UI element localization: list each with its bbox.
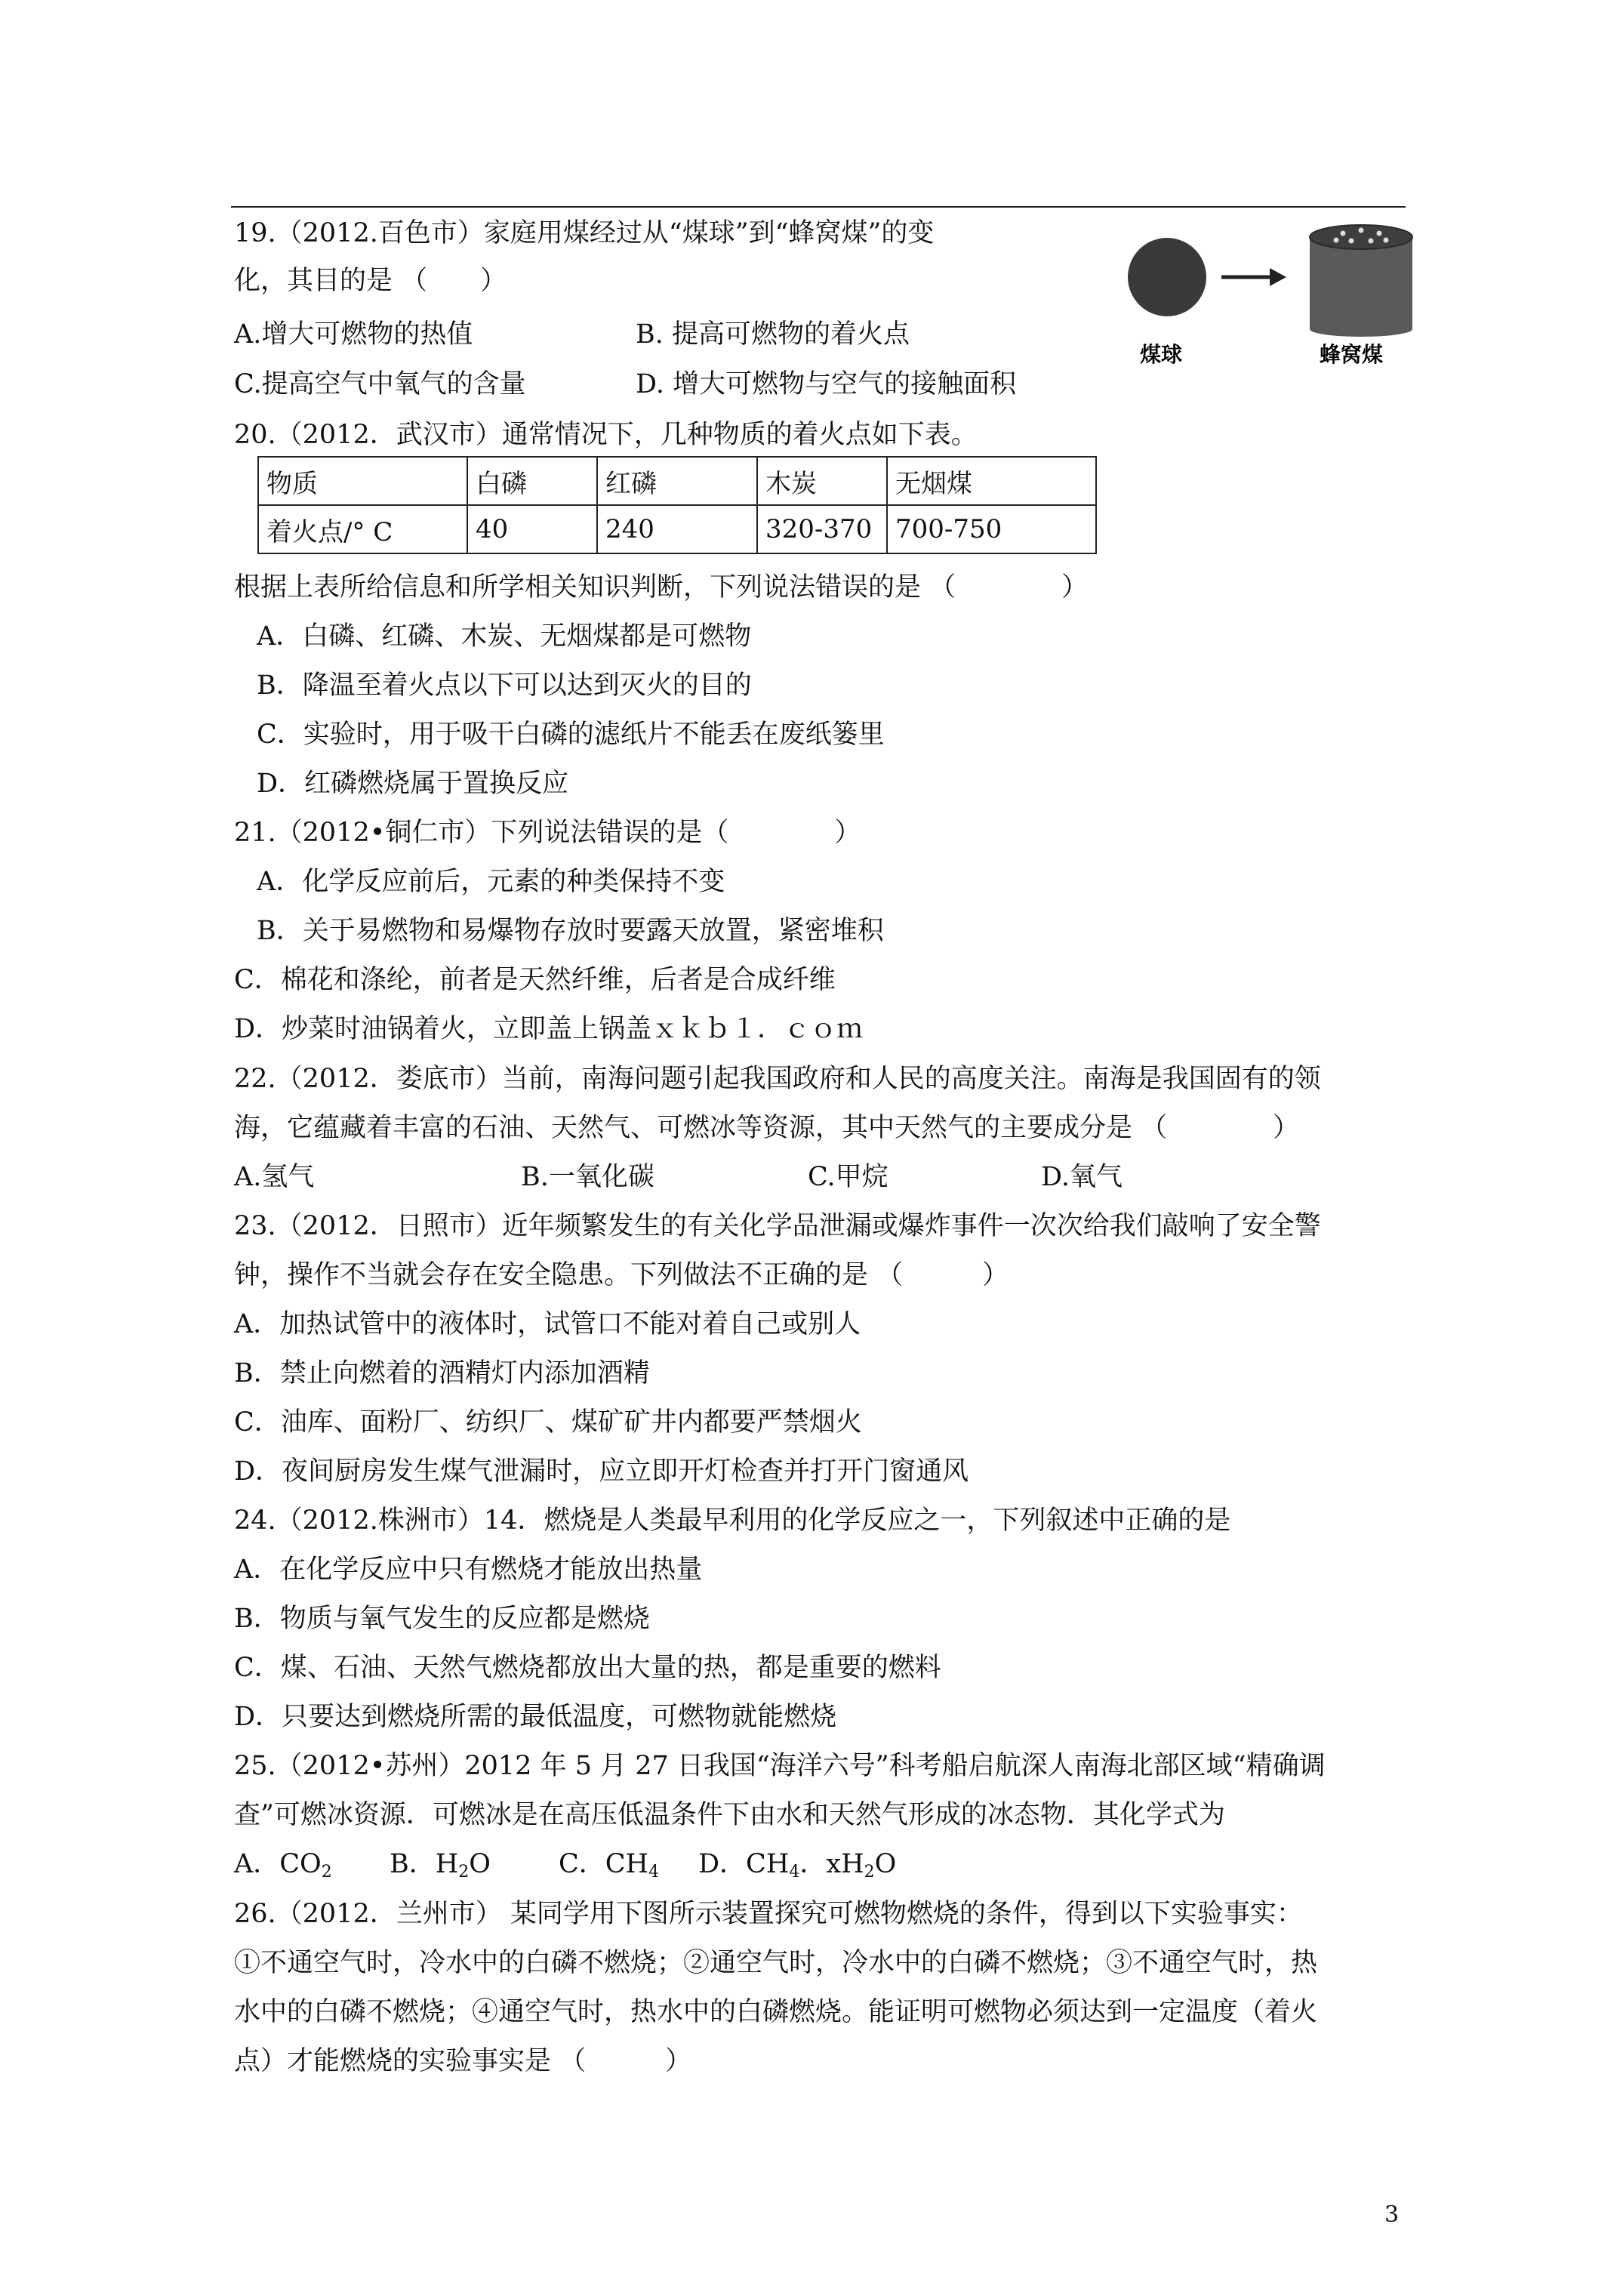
q21-option-a: A．化学反应前后，元素的种类保持不变 bbox=[257, 867, 725, 897]
q24-option-a: A．在化学反应中只有燃烧才能放出热量 bbox=[234, 1555, 703, 1585]
q26-stem-line1: 26.（2012．兰州市） 某同学用下图所示装置探究可燃物燃烧的条件，得到以下实验事实： bbox=[234, 1899, 1303, 1929]
subscript: 2 bbox=[864, 1863, 875, 1881]
q26-stem-line3: 水中的白磷不燃烧；④通空气时，热水中的白磷燃烧。能证明可燃物必须达到一定温度（着火 bbox=[234, 1997, 1318, 2027]
table-cell: 240 bbox=[597, 505, 757, 553]
q25-option-d-text: D．CH bbox=[698, 1849, 790, 1879]
q19-option-a: A.增大可燃物的热值 bbox=[234, 319, 473, 350]
honeycomb-coal-icon bbox=[1310, 225, 1412, 337]
table-cell: 木炭 bbox=[757, 457, 887, 505]
q23-option-c: C．油库、面粉厂、纺织厂、煤矿矿井内都要严禁烟火 bbox=[234, 1407, 862, 1438]
q21-option-c: C．棉花和涤纶，前者是天然纤维，后者是合成纤维 bbox=[234, 965, 836, 995]
table-cell: 红磷 bbox=[597, 457, 757, 505]
subscript: 2 bbox=[321, 1863, 332, 1881]
q25-option-b bbox=[390, 1845, 491, 1883]
q25-stem-line1: 25.（2012•苏州）2012 年 5 月 27 日我国“海洋六号”科考船启航深人南海北部区域“精确调 bbox=[234, 1751, 1326, 1781]
q26-stem-line2: ①不通空气时，冷水中的白磷不燃烧；②通空气时，冷水中的白磷不燃烧；③不通空气时，热 bbox=[234, 1948, 1318, 1978]
table-cell: 物质 bbox=[258, 457, 467, 505]
coal-ball-label: 煤球 bbox=[1140, 342, 1183, 367]
q20-option-d: D．红磷燃烧属于置换反应 bbox=[257, 769, 569, 799]
q23-option-a: A．加热试管中的液体时，试管口不能对着自己或别人 bbox=[234, 1309, 861, 1339]
q25-stem-line2: 查”可燃冰资源．可燃冰是在高压低温条件下由水和天然气形成的冰态物．其化学式为 bbox=[234, 1800, 1225, 1830]
q19-option-b: B. 提高可燃物的着火点 bbox=[636, 319, 910, 350]
table-row bbox=[258, 457, 1096, 505]
q22-option-d: D.氧气 bbox=[1041, 1162, 1123, 1192]
table-cell: 320-370 bbox=[757, 505, 887, 553]
q26-stem-line4: 点）才能燃烧的实验事实是 （ ） bbox=[234, 2046, 692, 2076]
q24-option-d: D．只要达到燃烧所需的最低温度，可燃物就能燃烧 bbox=[234, 1702, 837, 1732]
q21-option-d: D．炒菜时油锅着火，立即盖上锅盖ｘｋｂ１．ｃｏｍ bbox=[234, 1014, 864, 1044]
q21-option-b: B．关于易燃物和易爆物存放时要露天放置，紧密堆积 bbox=[257, 916, 884, 946]
header-rule bbox=[231, 206, 1406, 208]
q20-option-a: A．白磷、红磷、木炭、无烟煤都是可燃物 bbox=[257, 621, 752, 652]
table-cell: 着火点/° C bbox=[258, 505, 467, 553]
table-cell: 700-750 bbox=[887, 505, 1096, 553]
q20-option-c: C．实验时，用于吸干白磷的滤纸片不能丢在废纸篓里 bbox=[257, 720, 885, 750]
q20-stem: 20.（2012．武汉市）通常情况下，几种物质的着火点如下表。 bbox=[234, 420, 978, 450]
q23-option-b: B．禁止向燃着的酒精灯内添加酒精 bbox=[234, 1358, 650, 1388]
arrow-head-icon bbox=[1270, 268, 1286, 286]
q20-question: 根据上表所给信息和所学相关知识判断，下列说法错误的是 （ ） bbox=[234, 572, 1089, 603]
q24-option-c: C．煤、石油、天然气燃烧都放出大量的热，都是重要的燃料 bbox=[234, 1653, 941, 1683]
table-cell: 无烟煤 bbox=[887, 457, 1096, 505]
q22-option-c: C.甲烷 bbox=[808, 1162, 888, 1192]
q22-stem-line2: 海，它蕴藏着丰富的石油、天然气、可燃冰等资源，其中天然气的主要成分是 （ ） bbox=[234, 1113, 1300, 1143]
q25-option-d-text-end: O bbox=[874, 1849, 897, 1879]
q25-option-b-text-end: O bbox=[469, 1849, 491, 1879]
q19-stem-line2: 化，其目的是 （ ） bbox=[234, 266, 507, 296]
table-cell: 40 bbox=[467, 505, 597, 553]
q25-option-c bbox=[559, 1845, 659, 1883]
q25-option-d-text-mid: ．xH bbox=[799, 1849, 864, 1879]
q19-option-d: D. 增大可燃物与空气的接触面积 bbox=[636, 369, 1017, 399]
q24-stem: 24.（2012.株洲市）14．燃烧是人类最早利用的化学反应之一，下列叙述中正确的是 bbox=[234, 1505, 1231, 1536]
q23-stem-line2: 钟，操作不当就会存在安全隐患。下列做法不正确的是 （ ） bbox=[234, 1260, 1009, 1290]
q23-option-d: D．夜间厨房发生煤气泄漏时，应立即开灯检查并打开门窗通风 bbox=[234, 1456, 969, 1487]
q25-option-a-text: A．CO bbox=[234, 1849, 322, 1879]
coal-figure bbox=[1125, 220, 1423, 379]
table-row bbox=[258, 505, 1096, 553]
ignition-point-table bbox=[257, 456, 1097, 554]
q22-option-b: B.一氧化碳 bbox=[521, 1162, 654, 1192]
table-cell: 白磷 bbox=[467, 457, 597, 505]
q25-option-c-text: C．CH bbox=[559, 1849, 649, 1879]
q19-stem-line1: 19.（2012.百色市）家庭用煤经过从“煤球”到“蜂窝煤”的变 bbox=[234, 218, 935, 248]
q25-option-d bbox=[698, 1845, 896, 1883]
subscript: 4 bbox=[789, 1863, 800, 1881]
q24-option-b: B．物质与氧气发生的反应都是燃烧 bbox=[234, 1604, 650, 1634]
subscript: 2 bbox=[458, 1863, 470, 1881]
q20-option-b: B．降温至着火点以下可以达到灭火的目的 bbox=[257, 670, 752, 701]
q25-option-b-text: B．H bbox=[390, 1849, 459, 1879]
q22-stem-line1: 22.（2012．娄底市）当前，南海问题引起我国政府和人民的高度关注。南海是我国固有的领 bbox=[234, 1064, 1321, 1094]
coal-ball-icon bbox=[1128, 238, 1206, 316]
q22-option-a: A.氢气 bbox=[234, 1162, 315, 1192]
q19-option-c: C.提高空气中氧气的含量 bbox=[234, 369, 526, 399]
q21-stem: 21.（2012•铜仁市）下列说法错误的是（ ） bbox=[234, 818, 861, 848]
subscript: 4 bbox=[648, 1863, 660, 1881]
q25-option-a bbox=[234, 1845, 332, 1883]
q23-stem-line1: 23.（2012．日照市）近年频繁发生的有关化学品泄漏或爆炸事件一次次给我们敲响了安全警 bbox=[234, 1211, 1321, 1241]
honeycomb-coal-label: 蜂窝煤 bbox=[1320, 342, 1384, 367]
page-number: 3 bbox=[1384, 2202, 1400, 2228]
